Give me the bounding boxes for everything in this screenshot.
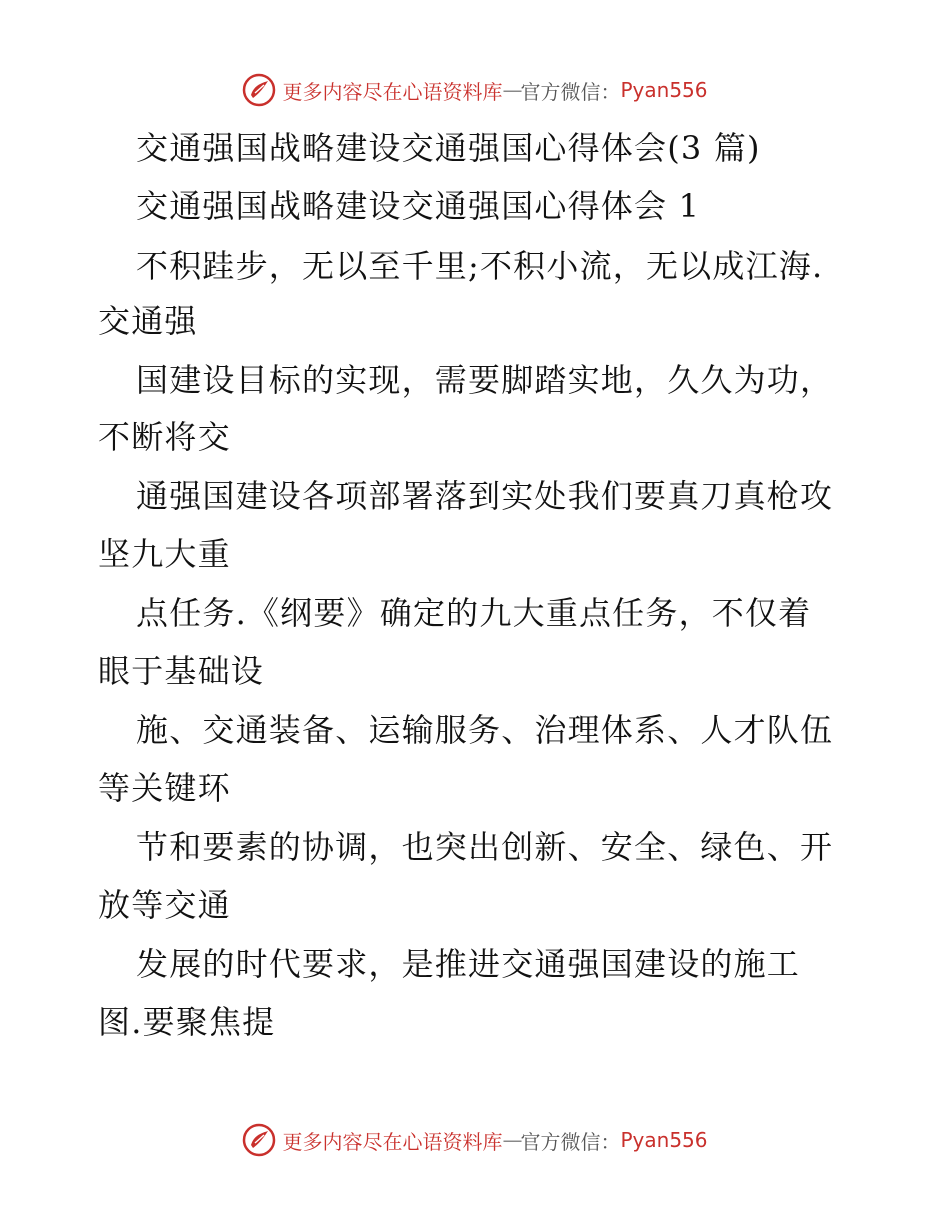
paragraph-line: 眼于基础设 [98,652,265,690]
paragraph-line: 图.要聚焦提 [98,1003,276,1041]
section-heading: 交通强国战略建设交通强国心得体会 1 [136,187,701,225]
paragraph-line: 不断将交 [98,418,231,456]
paragraph-line: 交通强 [98,302,198,340]
document-title: 交通强国战略建设交通强国心得体会(3 篇) [136,129,761,167]
paragraph-line: 发展的时代要求，是推进交通强国建设的施工 [136,945,801,983]
paragraph-line: 国建设目标的实现，需要脚踏实地，久久为功， [136,361,834,399]
paragraph-line: 节和要素的协调，也突出创新、安全、绿色、开 [136,828,834,866]
watermark-account: Pyan556 [620,1128,708,1152]
logo-icon [242,1123,276,1157]
paragraph-line: 施、交通装备、运输服务、治理体系、人才队伍 [136,711,834,749]
watermark-label: 官方微信： [520,1129,621,1154]
watermark-title: 更多内容尽在心语资料库 [282,79,503,104]
watermark-title: 更多内容尽在心语资料库 [282,1129,503,1154]
paragraph-line: 放等交通 [98,886,231,924]
paragraph-line: 通强国建设各项部署落到实处我们要真刀真枪攻 [136,477,834,515]
paragraph-line: 坚九大重 [98,535,231,573]
header-watermark [0,70,950,110]
watermark-account: Pyan556 [620,78,708,102]
paragraph-line: 不积跬步，无以至千里;不积小流，无以成江海. [136,247,824,285]
logo-icon [242,73,276,107]
watermark-dash: — [502,78,521,102]
watermark-label: 官方微信： [520,79,621,104]
footer-watermark [0,1120,950,1160]
paragraph-line: 等关键环 [98,769,231,807]
paragraph-line: 点任务.《纲要》确定的九大重点任务，不仅着 [136,594,812,632]
watermark-dash: — [502,1128,521,1152]
